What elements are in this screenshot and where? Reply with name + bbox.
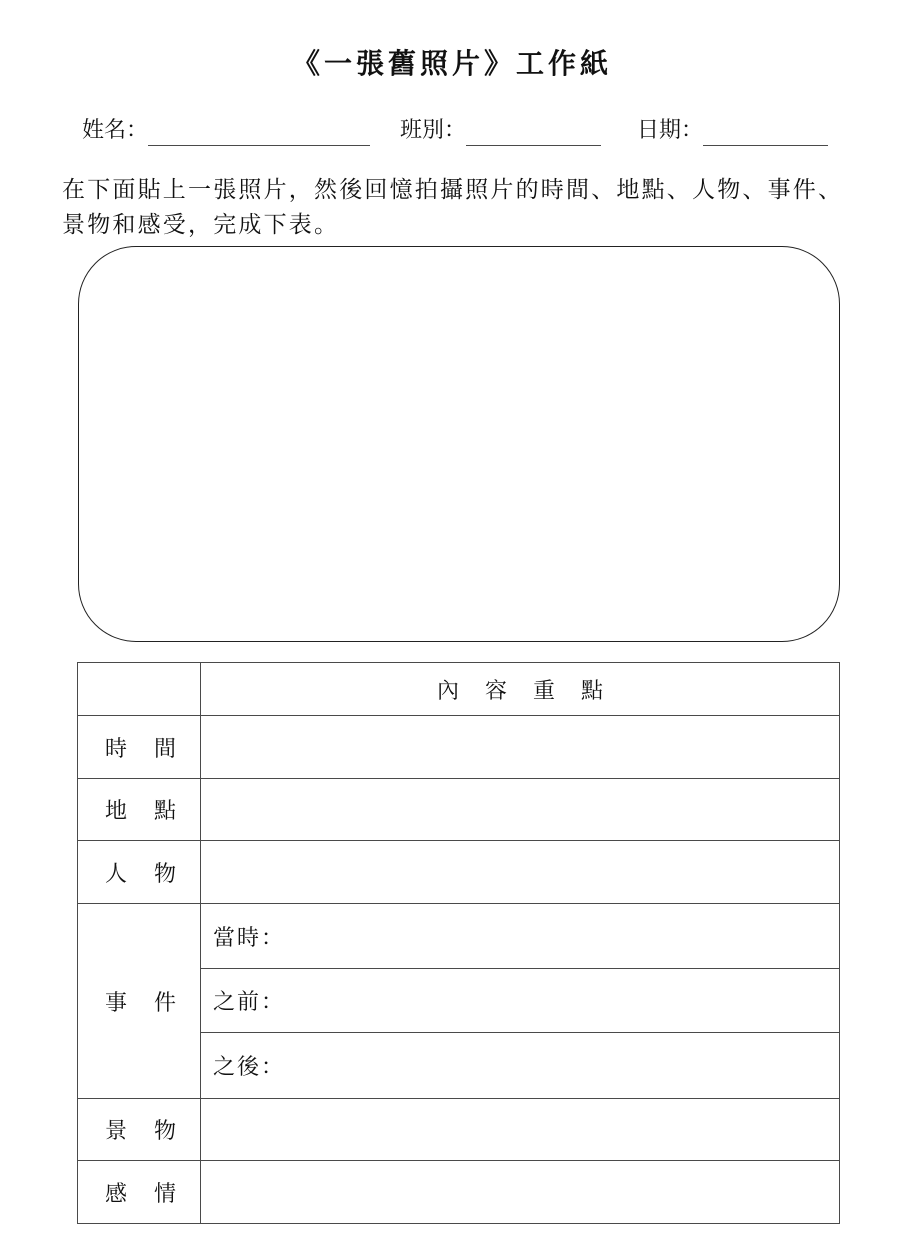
table-row-time (78, 716, 840, 779)
table-row-event-during (78, 904, 840, 969)
event-sublabel-during: 當時： (201, 904, 840, 969)
table-header-row (78, 663, 840, 716)
class-field (400, 114, 601, 146)
row-label-scene: 景物 (78, 1099, 201, 1161)
table-corner-cell (78, 663, 201, 716)
event-sublabel-before: 之前： (201, 969, 840, 1033)
event-sublabel-after: 之後： (201, 1033, 840, 1099)
row-label-feeling: 感情 (78, 1161, 201, 1224)
name-field-label: 姓名： (82, 117, 149, 142)
row-blank-feeling (201, 1161, 840, 1224)
row-blank-people (201, 841, 840, 904)
row-label-time: 時間 (78, 716, 201, 779)
photo-placeholder-box (78, 246, 840, 642)
row-label-people: 人物 (78, 841, 201, 904)
table-row-scene (78, 1099, 840, 1161)
table-row-feeling (78, 1161, 840, 1224)
content-table (77, 662, 840, 1224)
header-fields-row (82, 114, 838, 146)
date-fill-line (703, 114, 828, 146)
class-field-label: 班別： (400, 117, 467, 142)
row-blank-place (201, 779, 840, 841)
worksheet-title: 《一張舊照片》工作紙 (291, 49, 612, 80)
table-header-cell: 內容重點 (201, 663, 840, 716)
row-label-place: 地點 (78, 779, 201, 841)
row-blank-time (201, 716, 840, 779)
date-field (637, 114, 828, 146)
row-blank-scene (201, 1099, 840, 1161)
name-fill-line (148, 114, 370, 146)
table-row-people (78, 841, 840, 904)
instruction-text: 在下面貼上一張照片，然後回憶拍攝照片的時間、地點、人物、事件、景物和感受，完成下表。 (62, 177, 844, 237)
table-row-place (78, 779, 840, 841)
class-fill-line (466, 114, 601, 146)
name-field (82, 114, 370, 146)
row-label-event: 事件 (78, 904, 201, 1099)
date-field-label: 日期： (637, 117, 704, 142)
